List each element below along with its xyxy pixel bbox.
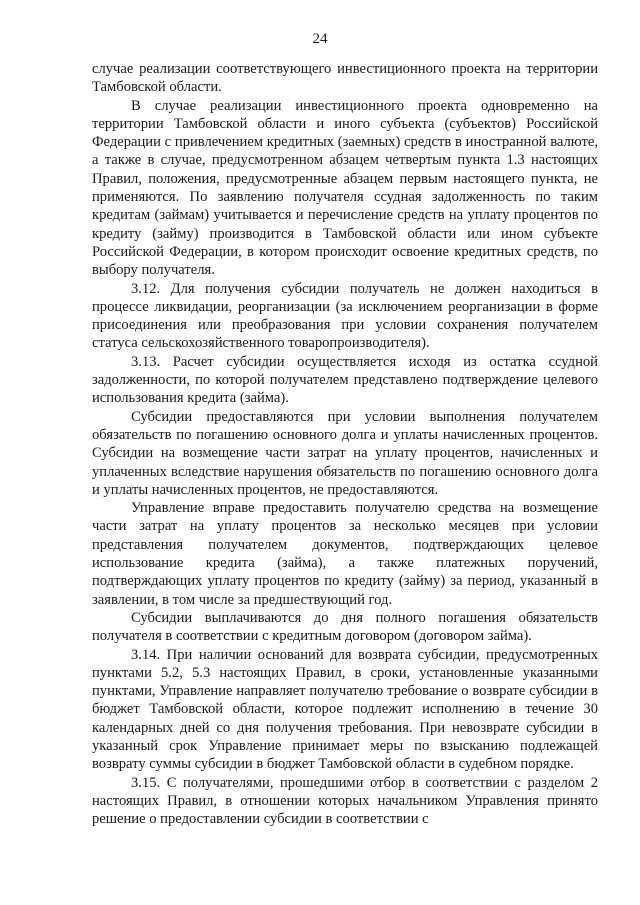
paragraph-subsidy-conditions: Субсидии предоставляются при условии выполнения получателем обязательств по погашению основного долга и уплаты начисленных процентов. Субсидии на возмещение части затрат на уплату процентов, начисленных и уплаченных вследствие нарушения обязательств по погашению основного долга и уплаты начисленных процентов, не предоставляются.	[92, 408, 598, 498]
paragraph-multi-month: Управление вправе предоставить получателю средства на возмещение части затрат на уплату процентов за несколько месяцев при условии представления получателем документов, подтверждающих целевое использование кредита (займа), а также платежных поручений, подтверждающих уплату процентов по кредиту (займу) за период, указанный в заявлении, в том числе за предшествующий год.	[92, 500, 598, 608]
page-number: 24	[312, 31, 328, 47]
paragraph-3-15: 3.15. С получателями, прошедшими отбор в соответствии с разделом 2 настоящих Правил, в отношении которых начальником Управления принято решение о предоставлении субсидии в соответствии с	[92, 774, 598, 828]
paragraph-foreign-currency: В случае реализации инвестиционного проекта одновременно на территории Тамбовской области и иного субъекта (субъектов) Российской Федерации с привлечением кредитных (заемных) средств в иностранной валюте, а также в случае, предусмотренном абзацем четвертым пункта 1.3 настоящих Правил, положения, предусмотренные абзацем первым настоящего пункта, не применяются. По заявлению получателя ссудная задолженность по таким кредитам (займам) учитывается и перечисление средств на уплату процентов по кредиту (займу) производится в Тамбовской области или ином субъекте Российской Федерации, в котором происходит освоение кредитных средств, по выбору получателя.	[92, 97, 598, 279]
paragraph-payment-term: Субсидии выплачиваются до дня полного погашения обязательств получателя в соответствии с кредитным договором (договором займа).	[92, 609, 598, 645]
paragraph-3-13: 3.13. Расчет субсидии осуществляется исходя из остатка ссудной задолженности, по которой получателем представлено подтверждение целевого использования кредита (займа).	[92, 353, 598, 407]
document-body	[92, 60, 598, 828]
paragraph-3-12: 3.12. Для получения субсидии получатель не должен находиться в процессе ликвидации, реорганизации (за исключением реорганизации в форме присоединения или преобразования при условии сохранения получателем статуса сельскохозяйственного товаропроизводителя).	[92, 280, 598, 352]
paragraph-continuation: случае реализации соответствующего инвестиционного проекта на территории Тамбовской области.	[92, 61, 598, 96]
paragraph-3-14: 3.14. При наличии оснований для возврата субсидии, предусмотренных пунктами 5.2, 5.3 настоящих Правил, в сроки, установленные указанными пунктами, Управление направляет получателю требование о возврате субсидии в бюджет Тамбовской области, которое подлежит исполнению в течение 30 календарных дней со дня получения требования. При невозврате субсидии в указанный срок Управление принимает меры по взысканию подлежащей возврату суммы субсидии в бюджет Тамбовской области в судебном порядке.	[92, 646, 598, 773]
